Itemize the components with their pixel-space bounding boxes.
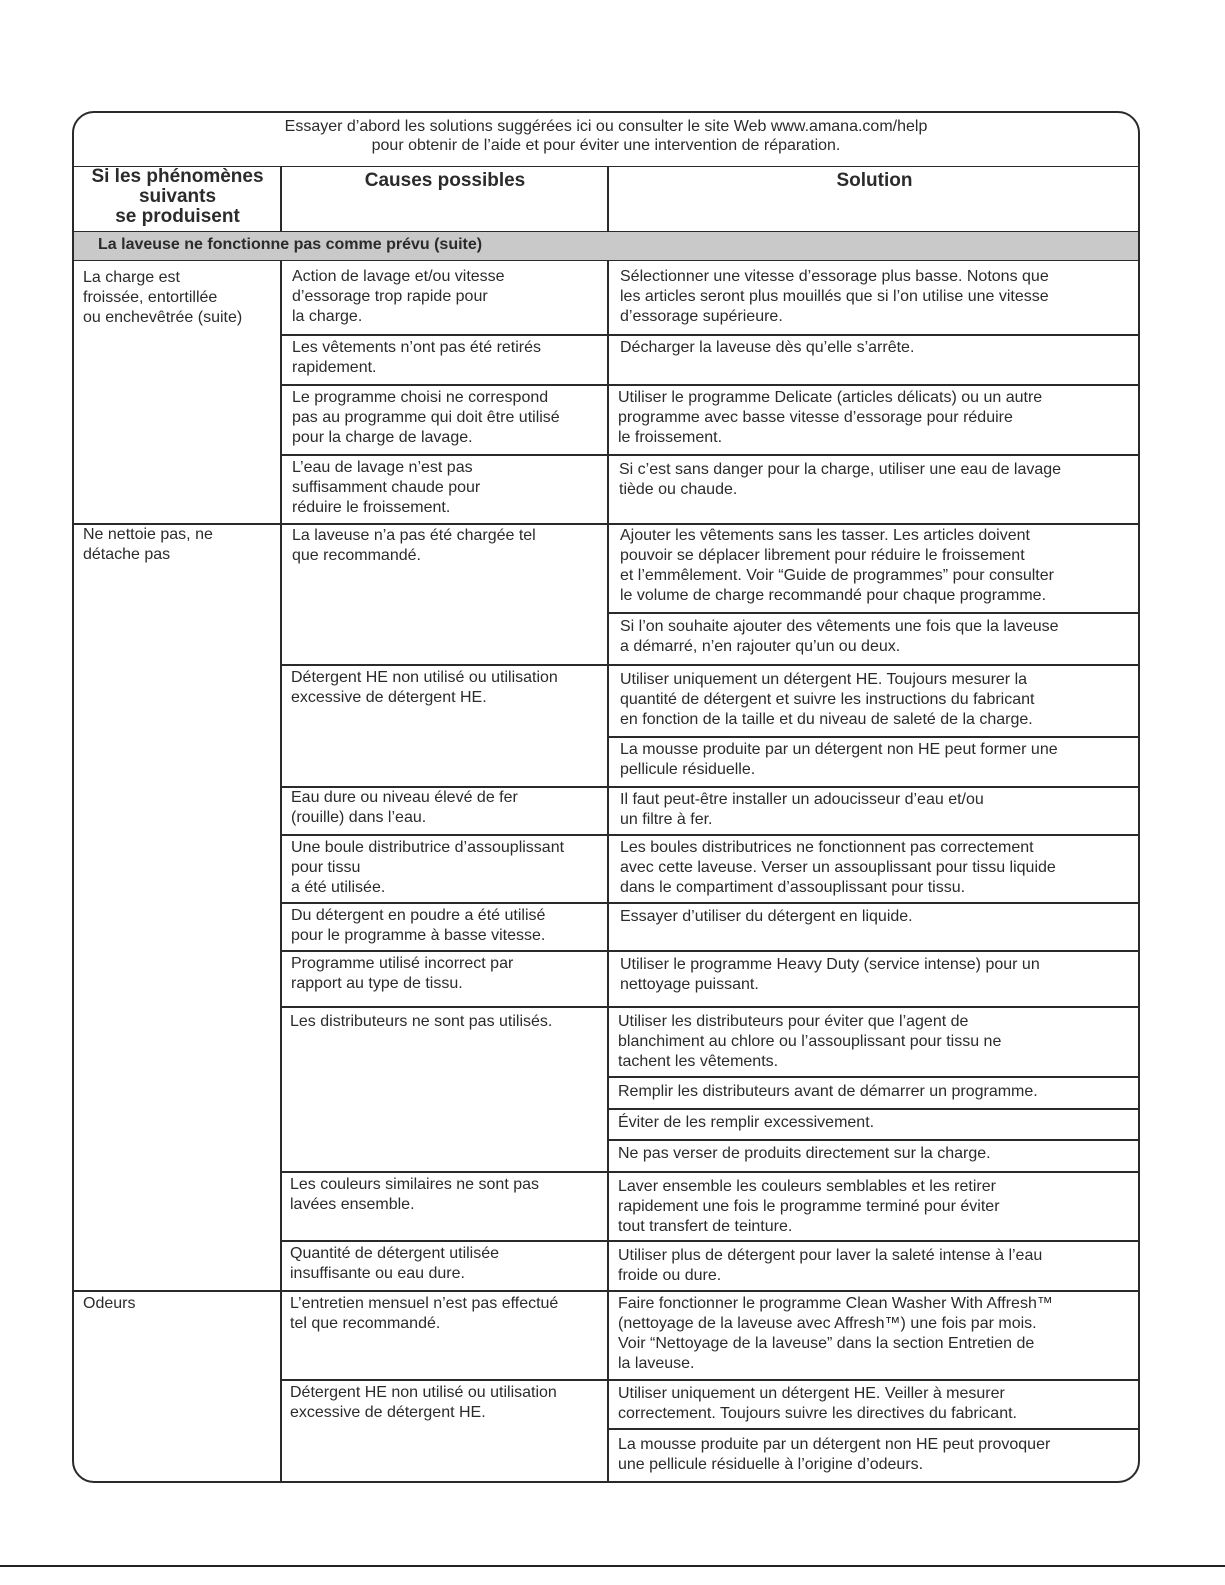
solution-cell: La mousse produite par un détergent non HE peut former une pellicule résiduelle. [620, 741, 1058, 778]
divider [280, 261, 282, 1483]
cause-cell: Le programme choisi ne correspond pas au programme qui doit être utilisé pour la charge de lavage. [292, 389, 560, 446]
cause-cell: La laveuse n’a pas été chargée tel que recommandé. [292, 527, 536, 564]
divider [280, 167, 282, 231]
cause-cell: Du détergent en poudre a été utilisé pour le programme à basse vitesse. [291, 907, 546, 944]
header-problem: Si les phénomènes suivants se produisent [91, 166, 264, 227]
divider [281, 834, 1140, 836]
solution-cell: Utiliser uniquement un détergent HE. Veiller à mesurer correctement. Toujours suivre les directives du fabricant. [618, 1385, 1017, 1422]
solution-cell: Il faut peut-être installer un adoucisseur d’eau et/ou un filtre à fer. [620, 791, 984, 828]
cause-cell: Eau dure ou niveau élevé de fer (rouille) dans l’eau. [291, 789, 518, 826]
header-solution: Solution [836, 170, 913, 191]
troubleshooting-table [72, 111, 1140, 1483]
cause-cell: Les vêtements n’ont pas été retirés rapidement. [292, 339, 542, 376]
divider [608, 612, 1140, 614]
divider [281, 1006, 1140, 1008]
problem-cell: Odeurs [83, 1295, 136, 1312]
cause-cell: Détergent HE non utilisé ou utilisation excessive de détergent HE. [290, 1384, 557, 1421]
cause-cell: Action de lavage et/ou vitesse d’essorage trop rapide pour la charge. [292, 268, 505, 325]
intro-text [74, 113, 1138, 167]
solution-cell: Ajouter les vêtements sans les tasser. Les articles doivent pouvoir se déplacer librement pour réduire le froissement et l’emmêlement. Voir “Guide de programmes” pour consulter le volume de charge recommandé pour chaque programme. [620, 527, 1054, 604]
problem-cell: La charge est froissée, entortillée ou enchevêtrée (suite) [83, 269, 243, 326]
section-title: La laveuse ne fonctionne pas comme prévu (suite) [74, 231, 1138, 261]
cause-cell: L’entretien mensuel n’est pas effectué tel que recommandé. [290, 1295, 559, 1332]
divider [281, 384, 1140, 386]
divider [608, 1108, 1140, 1110]
problem-cell: Ne nettoie pas, ne détache pas [83, 526, 213, 563]
intro-line-2: pour obtenir de l’aide et pour éviter une intervention de réparation. [371, 137, 841, 154]
divider [281, 334, 1140, 336]
cause-cell: L’eau de lavage n’est pas suffisamment chaude pour réduire le froissement. [292, 459, 481, 516]
solution-cell: Utiliser uniquement un détergent HE. Toujours mesurer la quantité de détergent et suivre les instructions du fabricant en fonction de la taille et du niveau de saleté de la charge. [620, 671, 1035, 728]
solution-cell: Essayer d’utiliser du détergent en liquide. [620, 908, 913, 925]
solution-cell: Sélectionner une vitesse d’essorage plus basse. Notons que les articles seront plus mouillés que si l’on utilise une vitesse d’essorage supérieure. [620, 268, 1049, 325]
solution-cell: Laver ensemble les couleurs semblables et les retirer rapidement une fois le programme terminé pour éviter tout transfert de teinture. [618, 1178, 1000, 1235]
solution-cell: Ne pas verser de produits directement sur la charge. [618, 1145, 991, 1162]
divider [608, 736, 1140, 738]
solution-cell: Utiliser le programme Heavy Duty (service intense) pour un nettoyage puissant. [620, 956, 1040, 993]
header-causes: Causes possibles [364, 170, 526, 191]
solution-cell: Utiliser le programme Delicate (articles délicats) ou un autre programme avec basse vitesse d’essorage pour réduire le froissement. [618, 389, 1043, 446]
solution-cell: Si l’on souhaite ajouter des vêtements une fois que la laveuse a démarré, n’en rajouter qu’un ou deux. [620, 618, 1059, 655]
divider [281, 454, 1140, 456]
divider [281, 1171, 1140, 1173]
solution-cell: Utiliser les distributeurs pour éviter que l’agent de blanchiment au chlore ou l’assouplissant pour tissu ne tachent les vêtements. [618, 1013, 1002, 1070]
solution-cell: Les boules distributrices ne fonctionnent pas correctement avec cette laveuse. Verser un assouplissant pour tissu liquide dans le compartiment d’assouplissant pour tissu. [620, 839, 1056, 896]
divider [74, 1290, 1138, 1292]
cause-cell: Les couleurs similaires ne sont pas lavées ensemble. [290, 1176, 540, 1213]
divider [608, 1139, 1140, 1141]
divider [281, 1379, 1140, 1381]
solution-cell: Décharger la laveuse dès qu’elle s’arrête. [620, 339, 915, 356]
solution-cell: Éviter de les remplir excessivement. [618, 1114, 875, 1131]
divider [281, 1240, 1140, 1242]
solution-cell: Si c’est sans danger pour la charge, utiliser une eau de lavage tiède ou chaude. [619, 461, 1062, 498]
cause-cell: Les distributeurs ne sont pas utilisés. [290, 1013, 553, 1030]
divider [608, 1076, 1140, 1078]
divider [607, 261, 609, 1483]
solution-cell: La mousse produite par un détergent non HE peut provoquer une pellicule résiduelle à l’origine d’odeurs. [618, 1436, 1051, 1473]
solution-cell: Remplir les distributeurs avant de démarrer un programme. [618, 1083, 1038, 1100]
divider [607, 167, 609, 231]
divider [281, 950, 1140, 952]
cause-cell: Programme utilisé incorrect par rapport au type de tissu. [291, 955, 514, 992]
divider [281, 664, 1140, 666]
cause-cell: Une boule distributrice d’assouplissant pour tissu a été utilisée. [291, 839, 565, 896]
cause-cell: Détergent HE non utilisé ou utilisation excessive de détergent HE. [291, 669, 558, 706]
intro-line-1: Essayer d’abord les solutions suggérées ici ou consulter le site Web www.amana.com/help [284, 118, 928, 135]
divider [608, 1428, 1140, 1430]
solution-cell: Utiliser plus de détergent pour laver la saleté intense à l’eau froide ou dure. [618, 1247, 1043, 1284]
divider [281, 902, 1140, 904]
page-bottom-rule [0, 1565, 1225, 1567]
solution-cell: Faire fonctionner le programme Clean Washer With Affresh™ (nettoyage de la laveuse avec Affresh™) une fois par mois. Voir “Nettoyage de la laveuse” dans la section Entretien de la laveuse. [618, 1295, 1053, 1372]
cause-cell: Quantité de détergent utilisée insuffisante ou eau dure. [290, 1245, 500, 1282]
